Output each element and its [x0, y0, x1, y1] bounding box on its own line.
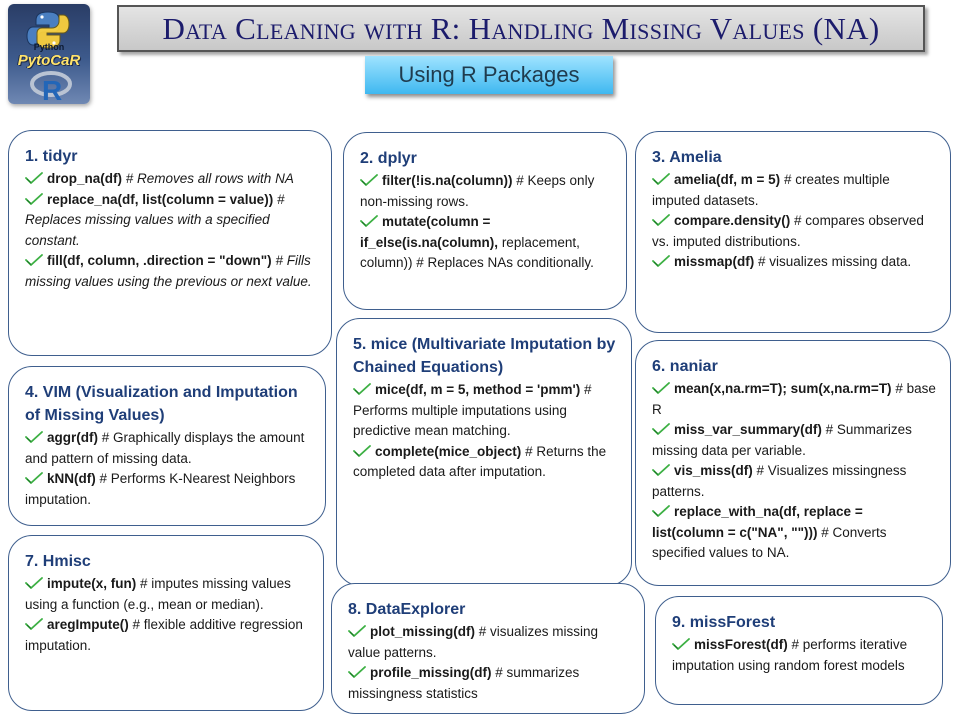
- function-entry: [25, 574, 309, 615]
- function-comment: # visualizes missing value patterns.: [348, 624, 599, 660]
- function-name: drop_na(df): [47, 171, 122, 186]
- function-comment: # flexible additive regression imputation.: [25, 617, 303, 653]
- function-name: compare.density(): [674, 213, 791, 228]
- function-comment: # Keeps only non-missing rows.: [360, 173, 595, 209]
- logo-python-label: Python: [33, 42, 65, 52]
- function-name: complete(mice_object): [375, 443, 522, 459]
- card-naniar: [635, 340, 951, 586]
- checkmark-icon: [652, 255, 670, 267]
- checkmark-icon: [25, 254, 43, 266]
- function-name: missmap(df): [674, 254, 755, 269]
- card-vim: [8, 366, 326, 526]
- function-comment: # creates multiple imputed datasets.: [652, 172, 890, 208]
- checkmark-icon: [360, 174, 378, 186]
- function-entry: [353, 442, 617, 483]
- checkmark-icon: [360, 215, 378, 227]
- function-comment: # Removes all rows with NA: [125, 171, 294, 186]
- function-comment: # visualizes missing data.: [758, 254, 912, 269]
- function-entry: [25, 428, 311, 469]
- function-entry: [348, 663, 630, 704]
- card-dplyr: [343, 132, 627, 310]
- card-amelia: [635, 131, 951, 333]
- checkmark-icon: [25, 431, 43, 443]
- checkmark-icon: [652, 173, 670, 185]
- function-entry: [360, 212, 612, 274]
- function-entry: [652, 502, 936, 564]
- function-name: aregImpute(): [47, 617, 129, 632]
- checkmark-icon: [652, 505, 670, 517]
- card-missforest: [655, 596, 943, 705]
- checkmark-icon: [353, 445, 371, 457]
- function-entry: [25, 190, 317, 252]
- card-hmisc: [8, 535, 324, 711]
- checkmark-icon: [25, 172, 43, 184]
- function-name: vis_miss(df): [674, 463, 753, 478]
- function-entry: [353, 380, 617, 442]
- card-tidyr: [8, 130, 332, 356]
- function-name: mice(df, m = 5, method = 'pmm'): [375, 382, 581, 397]
- function-name: impute(x, fun): [47, 576, 137, 591]
- function-name: profile_missing(df): [370, 665, 492, 680]
- page-subtitle: Using R Packages: [398, 62, 580, 87]
- checkmark-icon: [25, 193, 43, 205]
- function-comment: # imputes missing values using a function (e.g., mean or median).: [25, 576, 291, 612]
- card-title: 6. naniar: [652, 358, 718, 375]
- function-name: kNN(df): [47, 471, 96, 486]
- checkmark-icon: [652, 464, 670, 476]
- function-comment: # Visualizes missingness patterns.: [652, 463, 907, 499]
- card-title: 5. mice (Multivariate Imputation by Chained Equations): [353, 336, 616, 376]
- function-comment: # compares observed vs. imputed distributions.: [652, 213, 924, 249]
- card-title: 3. Amelia: [652, 149, 722, 166]
- title-banner: [117, 5, 925, 52]
- function-name: plot_missing(df): [370, 624, 475, 639]
- function-entry: [672, 635, 928, 676]
- logo-r-letter: R: [42, 75, 63, 102]
- function-entry: [25, 615, 309, 656]
- card-title: 7. Hmisc: [25, 553, 91, 570]
- function-comment: # performs iterative imputation using random forest models: [672, 637, 908, 673]
- function-entry: [652, 379, 936, 420]
- function-comment: # Performs multiple imputations using predictive mean matching.: [353, 382, 592, 438]
- pytocar-logo: [8, 4, 90, 104]
- card-mice: [336, 318, 632, 586]
- checkmark-icon: [348, 625, 366, 637]
- checkmark-icon: [652, 423, 670, 435]
- function-comment: # Summarizes missing data per variable.: [652, 422, 912, 458]
- function-entry: [652, 420, 936, 461]
- logo-pytocar-label: PytoCaR: [17, 52, 81, 69]
- function-comment: # Fills missing values using the previous or next value.: [25, 253, 312, 289]
- checkmark-icon: [672, 638, 690, 650]
- card-title: 9. missForest: [672, 614, 776, 631]
- function-entry: [348, 622, 630, 663]
- function-comment: # base R: [652, 381, 936, 417]
- checkmark-icon: [25, 577, 43, 589]
- subtitle-banner: [365, 56, 613, 94]
- function-entry: [25, 469, 311, 510]
- function-entry: [360, 171, 612, 212]
- card-title: 4. VIM (Visualization and Imputation of Missing Values): [25, 384, 298, 424]
- function-comment: # Replaces missing values with a specified constant.: [25, 191, 285, 248]
- function-entry: [652, 461, 936, 502]
- card-title: 8. DataExplorer: [348, 601, 466, 618]
- checkmark-icon: [652, 214, 670, 226]
- checkmark-icon: [25, 472, 43, 484]
- function-comment: replacement, column)) # Replaces NAs conditionally.: [360, 234, 594, 270]
- checkmark-icon: [348, 666, 366, 678]
- function-comment: # Converts specified values to NA.: [652, 524, 887, 560]
- checkmark-icon: [652, 382, 670, 394]
- card-dataexplorer: [331, 583, 645, 714]
- function-comment: # Performs K-Nearest Neighbors imputation.: [25, 471, 296, 507]
- function-entry: [652, 170, 936, 211]
- page-title: Data Cleaning with R: Handling Missing Values (NA): [162, 10, 880, 46]
- card-title: 1. tidyr: [25, 148, 78, 165]
- function-entry: [652, 211, 936, 252]
- function-name: mutate(column = if_else(is.na(column),: [360, 214, 499, 250]
- function-entry: [25, 251, 317, 292]
- function-name: replace_na(df, list(column = value)): [47, 191, 274, 207]
- function-comment: # summarizes missingness statistics: [348, 665, 580, 701]
- function-name: filter(!is.na(column)): [382, 173, 513, 188]
- function-name: mean(x,na.rm=T); sum(x,na.rm=T): [674, 381, 892, 396]
- function-name: aggr(df): [47, 430, 98, 445]
- function-name: missForest(df): [694, 637, 788, 652]
- function-name: miss_var_summary(df): [674, 422, 822, 437]
- function-entry: [652, 252, 936, 273]
- function-entry: [25, 169, 317, 190]
- r-logo-icon: [30, 70, 72, 102]
- card-title: 2. dplyr: [360, 150, 417, 167]
- function-name: fill(df, column, .direction = "down"): [47, 253, 272, 268]
- function-name: replace_with_na(df, replace = list(column = c("NA", ""))): [652, 504, 863, 540]
- function-name: amelia(df, m = 5): [674, 172, 781, 187]
- function-comment: # Returns the completed data after imputation.: [353, 443, 607, 479]
- function-comment: # Graphically displays the amount and pattern of missing data.: [25, 430, 305, 466]
- checkmark-icon: [353, 383, 371, 395]
- checkmark-icon: [25, 618, 43, 630]
